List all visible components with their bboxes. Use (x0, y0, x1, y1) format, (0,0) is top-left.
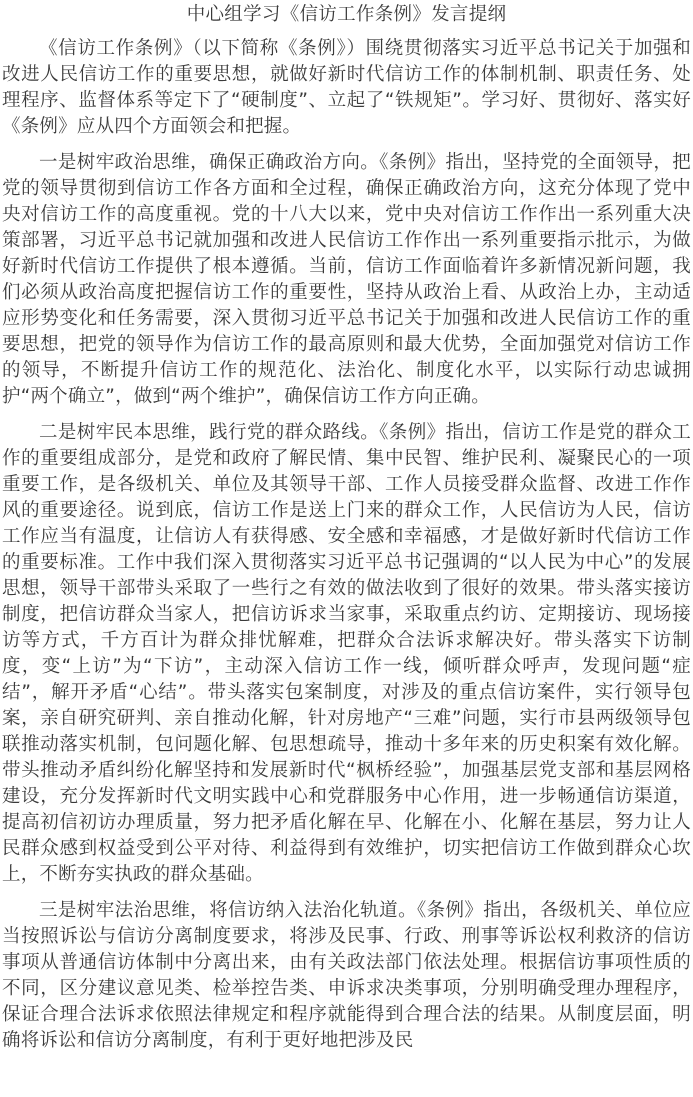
paragraph-intro: 《信访工作条例》（以下简称《条例》）围绕贯彻落实习近平总书记关于加强和改进人民信访工作的重要思想，就做好新时代信访工作的体制机制、职责任务、处理程序、监督体系等定下了“硬制度”、立起了“铁规矩”。学习好、贯彻好、落实好《条例》应从四个方面领会和把握。 (2, 38, 691, 137)
paragraph-rule-of-law-thinking: 三是树牢法治思维，将信访纳入法治化轨道。《条例》指出，各级机关、单位应当按照诉讼与信访分离制度要求，将涉及民事、行政、刑事等诉讼权利救济的信访事项从普通信访体制中分离出来，由有关政法部门依法处理。根据信访事项性质的不同，区分建议意见类、检举控告类、申诉求决类事项，分别明确受理办理程序，保证合理合法诉求依照法律规定和程序就能得到合理合法的结果。从制度层面，明确将诉讼和信访分离制度，有利于更好地把涉及民 (2, 900, 691, 1051)
paragraph-people-thinking: 二是树牢民本思维，践行党的群众路线。《条例》指出，信访工作是党的群众工作的重要组成部分，是党和政府了解民情、集中民智、维护民利、凝聚民心的一项重要工作，是各级机关、单位及其领导干部、工作人员接受群众监督、改进工作作风的重要途径。说到底，信访工作是送上门来的群众工作，人民信访为人民，信访工作应当有温度，让信访人有获得感、安全感和幸福感，才是做好新时代信访工作的重要标准。工作中我们深入贯彻落实习近平总书记强调的“以人民为中心”的发展思想，领导干部带头采取了一些行之有效的做法收到了很好的效果。带头落实接访制度，把信访群众当家人，把信访诉求当家事，采取重点约访、定期接访、现场接访等方式，千方百计为群众排忧解难，把群众合法诉求解决好。带头落实下访制度，变“上访”为“下访”，主动深入信访工作一线，倾听群众呼声，发现问题“症结”，解开矛盾“心结”。带头落实包案制度，对涉及的重点信访案件，实行领导包案，亲自研究研判、亲自推动化解，针对房地产“三难”问题，实行市县两级领导包联推动落实机制，包问题化解、包思想疏导，推动十多年来的历史积案有效化解。带头推动矛盾纠纷化解坚持和发展新时代“枫桥经验”，加强基层党支部和基层网格建设，充分发挥新时代文明实践中心和党群服务中心作用，进一步畅通信访渠道，提高初信初访办理质量，努力把矛盾化解在早、化解在小、化解在基层，努力让人民群众感到权益受到公平对待、利益得到有效维护，切实把信访工作做到群众心坎上，不断夯实执政的群众基础。 (2, 422, 691, 885)
document-title: 中心组学习《信访工作条例》发言提纲 (186, 4, 507, 25)
paragraph-political-thinking: 一是树牢政治思维，确保正确政治方向。《条例》指出，坚持党的全面领导，把党的领导贯彻到信访工作各方面和全过程，确保正确政治方向，这充分体现了党中央对信访工作的高度重视。党的十八大以来，党中央对信访工作作出一系列重大决策部署，习近平总书记就加强和改进人民信访工作作出一系列重要指示批示，为做好新时代信访工作提供了根本遵循。当前，信访工作面临着许多新情况新问题，我们必须从政治高度把握信访工作的重要性，坚持从政治上看、从政治上办，主动适应形势变化和任务需要，深入贯彻习近平总书记关于加强和改进人民信访工作的重要思想，把党的领导作为信访工作的最高原则和最大优势，全面加强党对信访工作的领导，不断提升信访工作的规范化、法治化、制度化水平，以实际行动忠诚拥护“两个确立”，做到“两个维护”，确保信访工作方向正确。 (2, 152, 691, 407)
document-body (0, 28, 693, 1054)
